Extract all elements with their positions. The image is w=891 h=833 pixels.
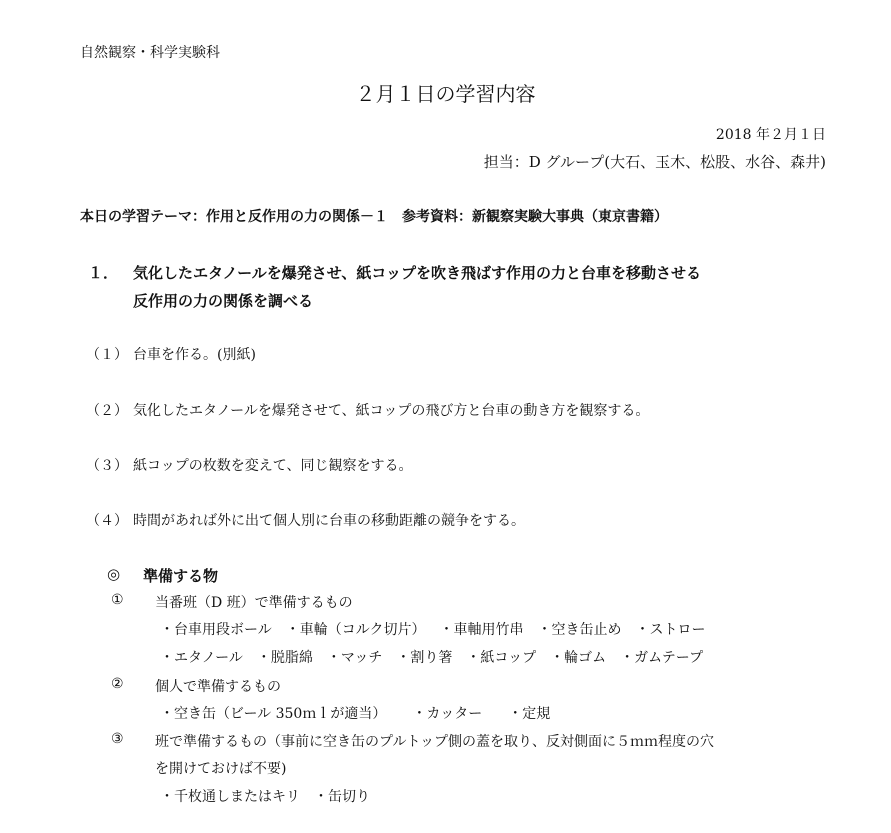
item-list (160, 703, 550, 723)
section-number: １． (88, 264, 119, 282)
list-item: ・割り箸 (396, 650, 453, 666)
list-item: ・千枚通しまたはキリ (160, 789, 300, 805)
list-item: ・マッチ (326, 650, 383, 666)
step-text: 紙コップの枚数を変えて、同じ観察をする。 (133, 458, 413, 474)
double-circle-icon: ◎ (107, 565, 121, 583)
step-text: 時間があれば外に出て個人別に台車の移動距離の競争をする。 (133, 513, 525, 529)
category-label-continued: を開けておけば不要) (155, 761, 287, 777)
list-item: ・エタノール (160, 650, 243, 666)
step-text: 気化したエタノールを爆発させて、紙コップの飛び方と台車の動き方を観察する。 (133, 403, 650, 419)
list-item: ・ガムテープ (620, 650, 704, 666)
list-item: ・缶切り (314, 789, 370, 805)
page-title: ２月１日の学習内容 (355, 82, 536, 106)
step-text: 台車を作る。(別紙) (133, 347, 256, 363)
step-number: （２） (86, 403, 128, 419)
section-heading-line2: 反作用の力の関係を調べる (133, 292, 314, 310)
category-label: 個人で準備するもの (155, 679, 281, 695)
section-heading-line1: 気化したエタノールを爆発させ、紙コップを吹き飛ばす作用の力と台車を移動させる (133, 264, 702, 282)
list-item: ・空き缶（ビール 350ｍｌが適当） (160, 706, 387, 722)
step-number: （３） (86, 458, 128, 474)
list-item: ・輪ゴム (550, 650, 607, 666)
subject-label: 自然観察・科学実験科 (80, 45, 220, 61)
list-item: ・定規 (508, 706, 551, 722)
list-item: ・脱脂綿 (256, 650, 313, 666)
list-item: ・カッター (412, 706, 483, 722)
group-members: 担当：D グループ(大石、玉木、松股、水谷、森井) (483, 153, 826, 171)
learning-theme: 本日の学習テーマ：作用と反作用の力の関係－１ 参考資料：新観察実験大事典（東京書籍） (80, 209, 668, 225)
item-list (160, 786, 370, 806)
list-item: ・ストロー (635, 622, 706, 638)
preparation-title: 準備する物 (143, 567, 219, 585)
category-number: ③ (111, 731, 124, 747)
step-number: （１） (86, 347, 128, 363)
date-text: 2018 年２月１日 (715, 127, 826, 143)
list-item: ・車輪（コルク切片） (285, 622, 426, 638)
category-label: 当番班（D 班）で準備するもの (155, 595, 353, 611)
list-item: ・空き缶止め (537, 622, 622, 638)
item-list (160, 619, 705, 639)
step-number: （４） (86, 513, 128, 529)
list-item: ・台車用段ボール (160, 622, 272, 638)
item-list (160, 647, 703, 667)
category-label: 班で準備するもの（事前に空き缶のプルトップ側の蓋を取り、反対側面に５ｍｍ程度の穴 (155, 734, 715, 750)
list-item: ・紙コップ (466, 650, 537, 666)
category-number: ① (111, 592, 124, 608)
list-item: ・車軸用竹串 (439, 622, 524, 638)
category-number: ② (111, 676, 124, 692)
